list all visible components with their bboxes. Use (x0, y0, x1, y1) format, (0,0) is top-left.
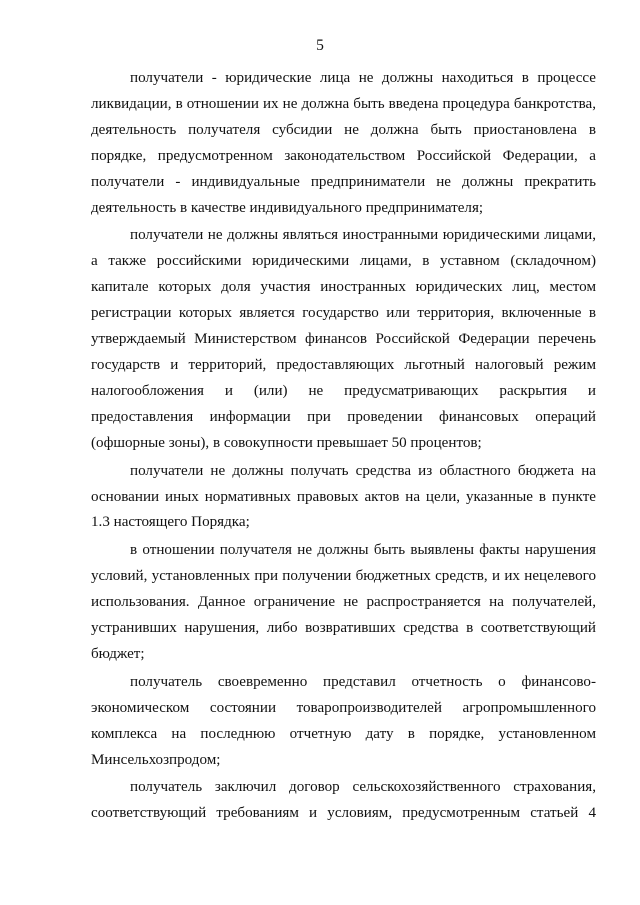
paragraph-financial-reporting: получатель своевременно представил отчетность о финансово-экономическом состоянии товаропроизводителей агропромышленного комплекса на последнюю отчетную дату в порядке, установленном Минсельхозпродом; (91, 673, 596, 768)
paragraph-foreign-entities: получатели не должны являться иностранными юридическими лицами, а также российскими юридическими лицами, в уставном (складочном) капитале которых доля участия иностранных юридических лиц, местом регистрации которых является государство или территория, включенные в утверждаемый Министерством финансов Российской Федерации перечень государств и территорий, предоставляющих льготный налоговый режим налогообложения и (или) не предусматривающих раскрытия и предоставления информации при проведении финансовых операций (офшорные зоны), в совокупности превышает 50 процентов; (91, 227, 596, 451)
paragraph-regional-budget: получатели не должны получать средства из областного бюджета на основании иных нормативных правовых актов на цели, указанные в пункте 1.3 настоящего Порядка; (91, 462, 596, 531)
paragraph-budget-violations: в отношении получателя не должны быть выявлены факты нарушения условий, установленных при получении бюджетных средств, и их нецелевого использования. Данное ограничение не распространяется на получателей, устранивших нарушения, либо возвративших средства в соответствующий бюджет; (91, 542, 596, 662)
page-number: 5 (316, 37, 324, 54)
paragraph-legal-entity-status: получатели - юридические лица не должны находиться в процессе ликвидации, в отношении их не должна быть введена процедура банкротства, деятельность получателя субсидии не должна быть приостановлена в порядке, предусмотренном законодательством Российской Федерации, а получатели - индивидуальные предприниматели не должны прекратить деятельность в качестве индивидуального предпринимателя; (91, 70, 596, 216)
paragraph-agricultural-insurance: получатель заключил договор сельскохозяйственного страхования, соответствующий требованиям и условиям, предусмотренным статьей 4 (91, 779, 596, 822)
document-body (91, 66, 596, 829)
